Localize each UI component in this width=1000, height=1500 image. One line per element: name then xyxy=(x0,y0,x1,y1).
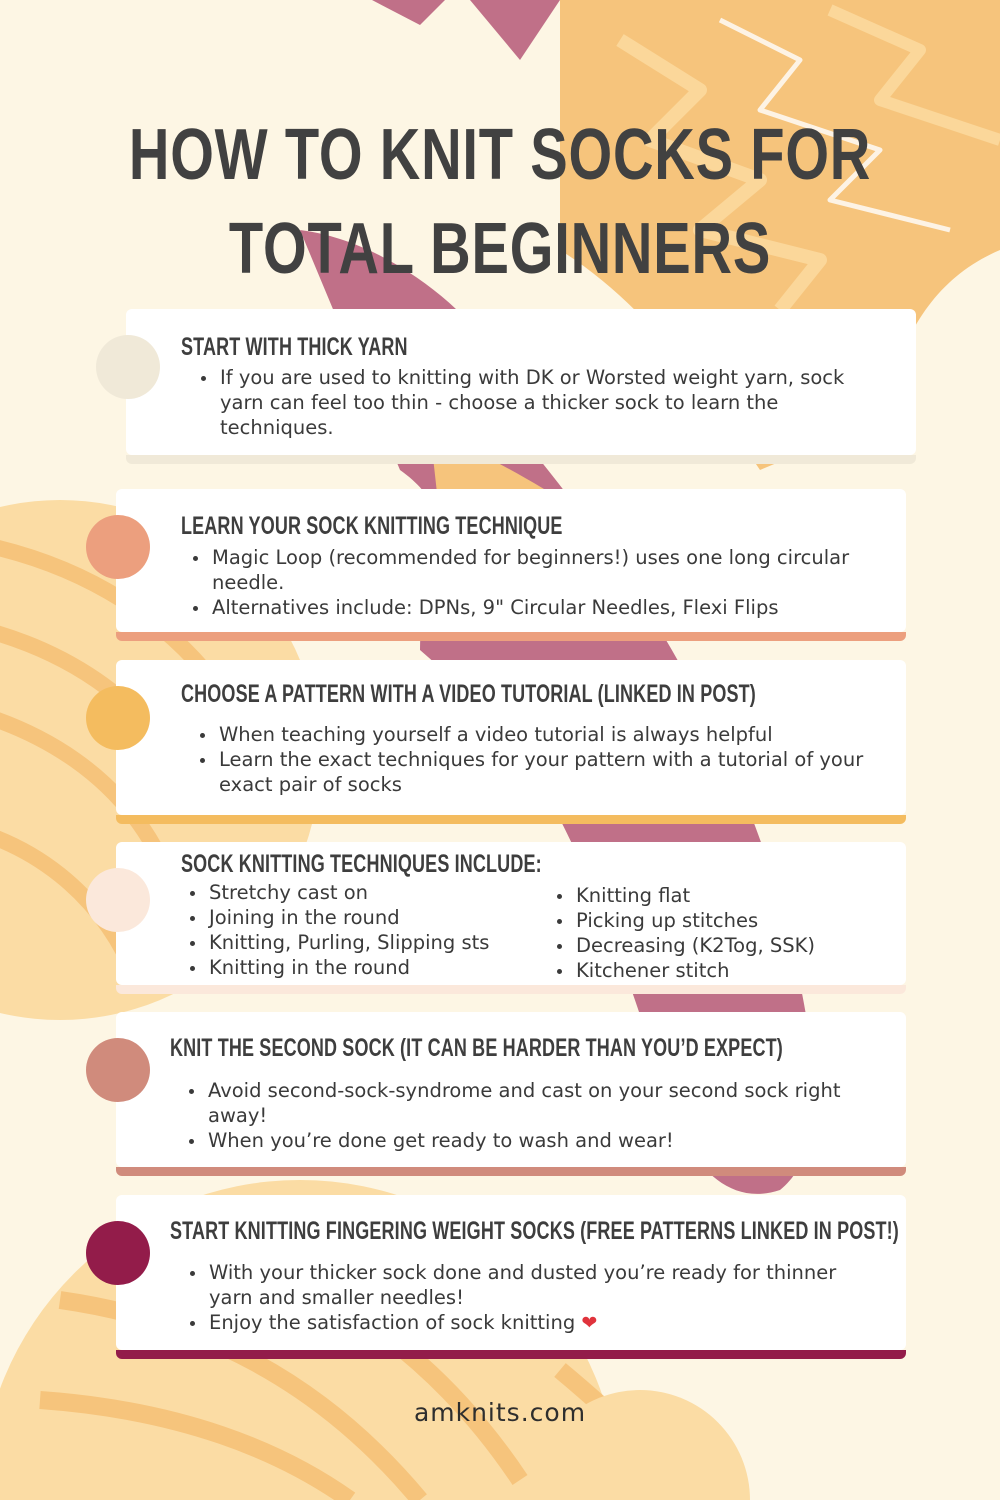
step-card-3-underline xyxy=(116,815,906,824)
step-6-heading: START KNITTING FINGERING WEIGHT SOCKS (FREE PATTERNS LINKED IN POST!) xyxy=(170,1217,899,1245)
step-4-heading: SOCK KNITTING TECHNIQUES INCLUDE: xyxy=(181,850,542,878)
step-3-circle xyxy=(86,686,150,750)
title-line-1: HOW TO KNIT SOCKS FOR xyxy=(128,115,872,195)
list-item: • When you’re done get ready to wash and wear! xyxy=(206,1128,876,1153)
step-card-5 xyxy=(116,1012,906,1167)
title-line-2: TOTAL BEGINNERS xyxy=(228,209,772,289)
step-5-circle xyxy=(86,1038,150,1102)
website-footer: amknits.com xyxy=(413,1398,587,1427)
step-4-list-left xyxy=(183,880,567,980)
step-3-list xyxy=(193,722,867,797)
step-card-6 xyxy=(116,1195,906,1350)
step-card-3 xyxy=(116,660,906,815)
step-4-list-right xyxy=(550,883,904,983)
step-5-list xyxy=(182,1078,876,1153)
list-item: • Stretchy cast on xyxy=(207,880,567,905)
step-1-heading: START WITH THICK YARN xyxy=(181,333,408,361)
list-item: • When teaching yourself a video tutorial is always helpful xyxy=(217,722,867,747)
list-item-text: Enjoy the satisfaction of sock knitting xyxy=(209,1311,576,1334)
step-5-heading: KNIT THE SECOND SOCK (IT CAN BE HARDER THAN YOU’D EXPECT) xyxy=(170,1034,783,1062)
step-1-circle xyxy=(96,335,160,399)
step-2-circle xyxy=(86,515,150,579)
step-3-heading: CHOOSE A PATTERN WITH A VIDEO TUTORIAL (LINKED IN POST) xyxy=(181,680,756,708)
list-item xyxy=(207,1310,857,1336)
list-item: • Learn the exact techniques for your pattern with a tutorial of your exact pair of socks xyxy=(217,747,867,797)
step-card-1 xyxy=(126,309,916,455)
list-item: • Alternatives include: DPNs, 9" Circular Needles, Flexi Flips xyxy=(210,595,890,620)
list-item: • Knitting in the round xyxy=(207,955,567,980)
list-item: • Kitchener stitch xyxy=(574,958,904,983)
step-card-1-underline xyxy=(126,455,916,464)
step-card-2-underline xyxy=(116,632,906,641)
list-item: • Knitting, Purling, Slipping sts xyxy=(207,930,567,955)
step-2-list xyxy=(186,545,890,620)
step-2-heading: LEARN YOUR SOCK KNITTING TECHNIQUE xyxy=(181,512,563,540)
step-1-list xyxy=(194,365,868,440)
step-card-4 xyxy=(116,842,906,985)
heart-icon: ❤ xyxy=(581,1312,598,1334)
list-item: • Decreasing (K2Tog, SSK) xyxy=(574,933,904,958)
step-card-6-underline xyxy=(116,1350,906,1359)
list-item: • Knitting flat xyxy=(574,883,904,908)
step-card-2 xyxy=(116,489,906,632)
list-item: • Joining in the round xyxy=(207,905,567,930)
page-title xyxy=(110,108,890,296)
list-item: • Magic Loop (recommended for beginners!) uses one long circular needle. xyxy=(210,545,890,595)
list-item: • Avoid second-sock-syndrome and cast on your second sock right away! xyxy=(206,1078,876,1128)
step-6-list xyxy=(183,1260,857,1336)
step-card-4-underline xyxy=(116,985,906,994)
step-6-circle xyxy=(86,1221,150,1285)
step-card-5-underline xyxy=(116,1167,906,1176)
list-item: • With your thicker sock done and dusted you’re ready for thinner yarn and smaller needles! xyxy=(207,1260,857,1310)
step-4-circle xyxy=(86,868,150,932)
list-item: • Picking up stitches xyxy=(574,908,904,933)
list-item: • If you are used to knitting with DK or Worsted weight yarn, sock yarn can feel too thin - choose a thicker sock to learn the techniques. xyxy=(218,365,868,440)
